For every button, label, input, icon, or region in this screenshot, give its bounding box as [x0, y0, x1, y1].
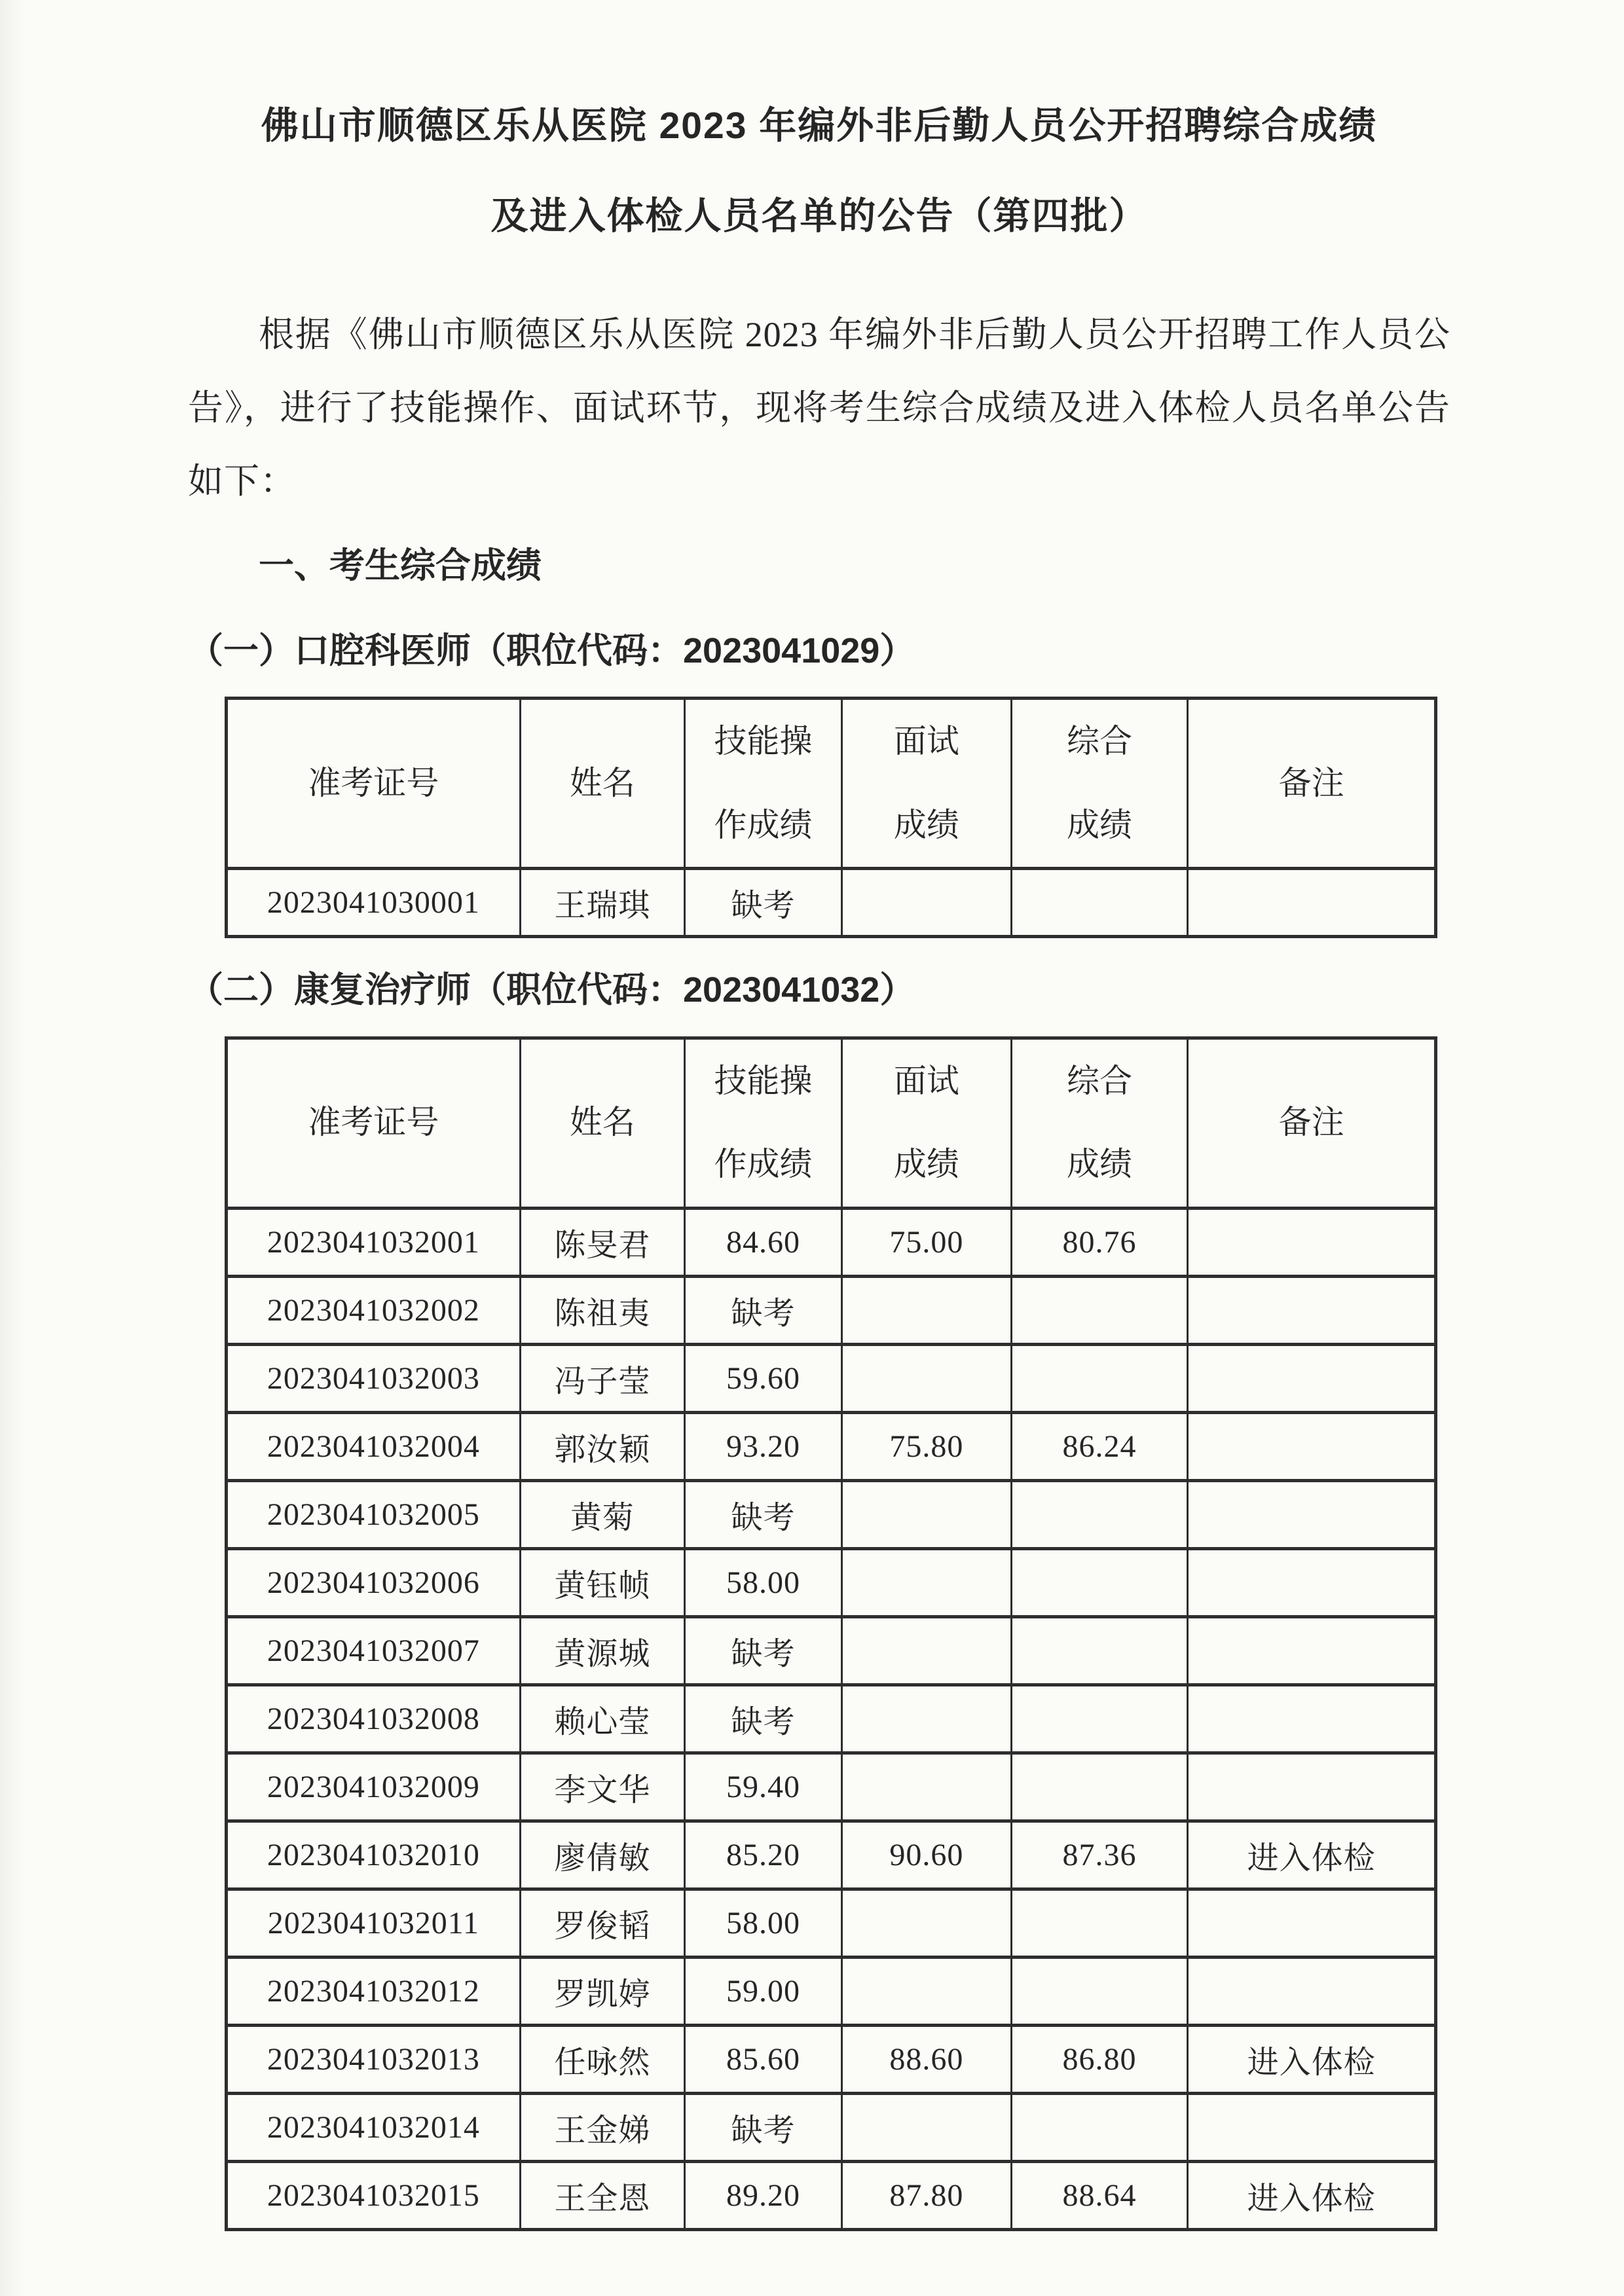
table-cell	[842, 1616, 1012, 1685]
dentist-table-body	[227, 869, 1436, 937]
table-cell: 75.80	[842, 1412, 1012, 1480]
table-cell	[842, 1685, 1012, 1753]
table-cell	[842, 869, 1012, 937]
table-cell	[1011, 1344, 1188, 1412]
table-cell: 2023041032009	[227, 1753, 521, 1821]
table-cell: 87.36	[1011, 1821, 1188, 1889]
table-cell: 冯子莹	[520, 1344, 684, 1412]
table-cell: 86.80	[1011, 2025, 1188, 2093]
table-cell: 缺考	[685, 869, 842, 937]
table-cell: 王金娣	[520, 2093, 684, 2161]
table-cell: 85.60	[685, 2025, 842, 2093]
table-cell: 2023041032007	[227, 1616, 521, 1685]
table-cell: 87.80	[842, 2161, 1012, 2229]
table-cell	[842, 1344, 1012, 1412]
table-cell: 缺考	[685, 1685, 842, 1753]
dentist-score-table	[225, 697, 1437, 938]
table-cell	[1011, 1616, 1188, 1685]
table-row	[227, 1480, 1436, 1548]
column-header: 面试 成绩	[842, 1038, 1012, 1208]
table-cell: 缺考	[685, 1616, 842, 1685]
table-cell: 88.64	[1011, 2161, 1188, 2229]
table-cell	[1188, 1753, 1436, 1821]
table-cell	[1011, 1957, 1188, 2025]
column-header: 姓名	[520, 1038, 684, 1208]
column-header: 姓名	[520, 699, 684, 869]
table-cell: 2023041032001	[227, 1208, 521, 1276]
header-row	[227, 699, 1436, 869]
table-cell	[1188, 1412, 1436, 1480]
table-cell	[1011, 1480, 1188, 1548]
table-row	[227, 2025, 1436, 2093]
table-cell: 廖倩敏	[520, 1821, 684, 1889]
table-row	[227, 2161, 1436, 2229]
table-cell	[1188, 1480, 1436, 1548]
table-cell: 89.20	[685, 2161, 842, 2229]
table-cell: 黄源城	[520, 1616, 684, 1685]
table-cell	[1188, 1957, 1436, 2025]
column-header: 准考证号	[227, 1038, 521, 1208]
table-cell: 2023041032002	[227, 1276, 521, 1344]
table-cell: 郭汝颖	[520, 1412, 684, 1480]
doc-title-line-2: 及进入体检人员名单的公告（第四批）	[490, 194, 1148, 237]
table-cell	[1188, 1208, 1436, 1276]
table-cell: 王全恩	[520, 2161, 684, 2229]
table-row	[227, 1344, 1436, 1412]
table-cell	[1011, 1685, 1188, 1753]
table-cell: 黄钰帧	[520, 1548, 684, 1616]
doc-title-line-1: 佛山市顺德区乐从医院 2023 年编外非后勤人员公开招聘综合成绩	[261, 105, 1378, 147]
table-row	[227, 1889, 1436, 1957]
table-row	[227, 1957, 1436, 2025]
table-row	[227, 1685, 1436, 1753]
table-cell: 58.00	[685, 1889, 842, 1957]
table-cell: 86.24	[1011, 1412, 1188, 1480]
doc-title	[188, 105, 1450, 238]
table-row	[227, 869, 1436, 937]
table-cell	[1188, 1548, 1436, 1616]
table-cell: 2023041032005	[227, 1480, 521, 1548]
column-header: 技能操 作成绩	[685, 1038, 842, 1208]
rehab-score-table	[225, 1036, 1437, 2231]
column-header: 面试 成绩	[842, 699, 1012, 869]
column-header: 技能操 作成绩	[685, 699, 842, 869]
table-cell: 84.60	[685, 1208, 842, 1276]
table-row	[227, 1753, 1436, 1821]
table-cell: 王瑞琪	[520, 869, 684, 937]
table-row	[227, 2093, 1436, 2161]
table-cell: 80.76	[1011, 1208, 1188, 1276]
table-cell	[842, 1480, 1012, 1548]
table-cell: 2023041032015	[227, 2161, 521, 2229]
table-cell: 75.00	[842, 1208, 1012, 1276]
table-cell: 2023041032008	[227, 1685, 521, 1753]
section-heading-scores: 一、考生综合成绩	[259, 546, 542, 586]
intro-paragraph: 根据《佛山市顺德区乐从医院 2023 年编外非后勤人员公开招聘工作人员公告》，进行了技能操作、面试环节，现将考生综合成绩及进入体检人员名单公告如下：	[188, 315, 1450, 501]
rehab-table-header	[227, 1038, 1436, 1208]
table-cell: 2023041032006	[227, 1548, 521, 1616]
column-header: 综合 成绩	[1011, 1038, 1188, 1208]
table-cell	[1188, 869, 1436, 937]
table-cell: 93.20	[685, 1412, 842, 1480]
table-cell: 2023041032012	[227, 1957, 521, 2025]
table-cell: 进入体检	[1188, 2161, 1436, 2229]
table-cell: 59.00	[685, 1957, 842, 2025]
table-cell: 90.60	[842, 1821, 1012, 1889]
table-cell: 陈旻君	[520, 1208, 684, 1276]
table-cell: 2023041032004	[227, 1412, 521, 1480]
table-row	[227, 1208, 1436, 1276]
table-cell: 59.60	[685, 1344, 842, 1412]
table-cell	[1011, 2093, 1188, 2161]
table-cell: 黄菊	[520, 1480, 684, 1548]
table-cell	[1188, 1889, 1436, 1957]
table-cell: 2023041030001	[227, 869, 521, 937]
table-cell	[1011, 869, 1188, 937]
table-cell: 2023041032003	[227, 1344, 521, 1412]
table-cell	[842, 1889, 1012, 1957]
table-cell: 缺考	[685, 2093, 842, 2161]
header-row	[227, 1038, 1436, 1208]
dentist-table-header	[227, 699, 1436, 869]
table-cell	[1188, 1344, 1436, 1412]
table-cell: 任咏然	[520, 2025, 684, 2093]
table-cell	[1188, 1685, 1436, 1753]
table-cell: 李文华	[520, 1753, 684, 1821]
table-cell	[1011, 1753, 1188, 1821]
table-cell: 赖心莹	[520, 1685, 684, 1753]
column-header: 综合 成绩	[1011, 699, 1188, 869]
rehab-table-body	[227, 1208, 1436, 2229]
table-cell: 进入体检	[1188, 1821, 1436, 1889]
table-cell: 85.20	[685, 1821, 842, 1889]
table-cell	[1188, 2093, 1436, 2161]
column-header: 备注	[1188, 1038, 1436, 1208]
table-cell: 缺考	[685, 1480, 842, 1548]
table-row	[227, 1548, 1436, 1616]
subsection-heading-rehab: （二）康复治疗师（职位代码：2023041032）	[188, 970, 915, 1010]
table-cell	[842, 1276, 1012, 1344]
table-cell: 2023041032014	[227, 2093, 521, 2161]
table-row	[227, 1412, 1436, 1480]
table-cell	[842, 1548, 1012, 1616]
table-cell	[1188, 1616, 1436, 1685]
table-cell	[842, 1957, 1012, 2025]
table-cell	[1011, 1889, 1188, 1957]
table-row	[227, 1616, 1436, 1685]
column-header: 准考证号	[227, 699, 521, 869]
table-cell: 88.60	[842, 2025, 1012, 2093]
table-cell: 2023041032011	[227, 1889, 521, 1957]
table-cell: 缺考	[685, 1276, 842, 1344]
column-header: 备注	[1188, 699, 1436, 869]
table-cell: 罗俊韬	[520, 1889, 684, 1957]
table-cell	[1188, 1276, 1436, 1344]
table-row	[227, 1821, 1436, 1889]
table-cell: 陈祖夷	[520, 1276, 684, 1344]
table-cell: 2023041032010	[227, 1821, 521, 1889]
table-cell	[842, 1753, 1012, 1821]
table-cell: 2023041032013	[227, 2025, 521, 2093]
table-row	[227, 1276, 1436, 1344]
table-cell: 59.40	[685, 1753, 842, 1821]
table-cell	[1011, 1548, 1188, 1616]
table-cell	[1011, 1276, 1188, 1344]
table-cell: 进入体检	[1188, 2025, 1436, 2093]
subsection-heading-dentist: （一）口腔科医师（职位代码：2023041029）	[188, 630, 915, 670]
table-cell: 罗凯婷	[520, 1957, 684, 2025]
table-cell: 58.00	[685, 1548, 842, 1616]
table-cell	[842, 2093, 1012, 2161]
